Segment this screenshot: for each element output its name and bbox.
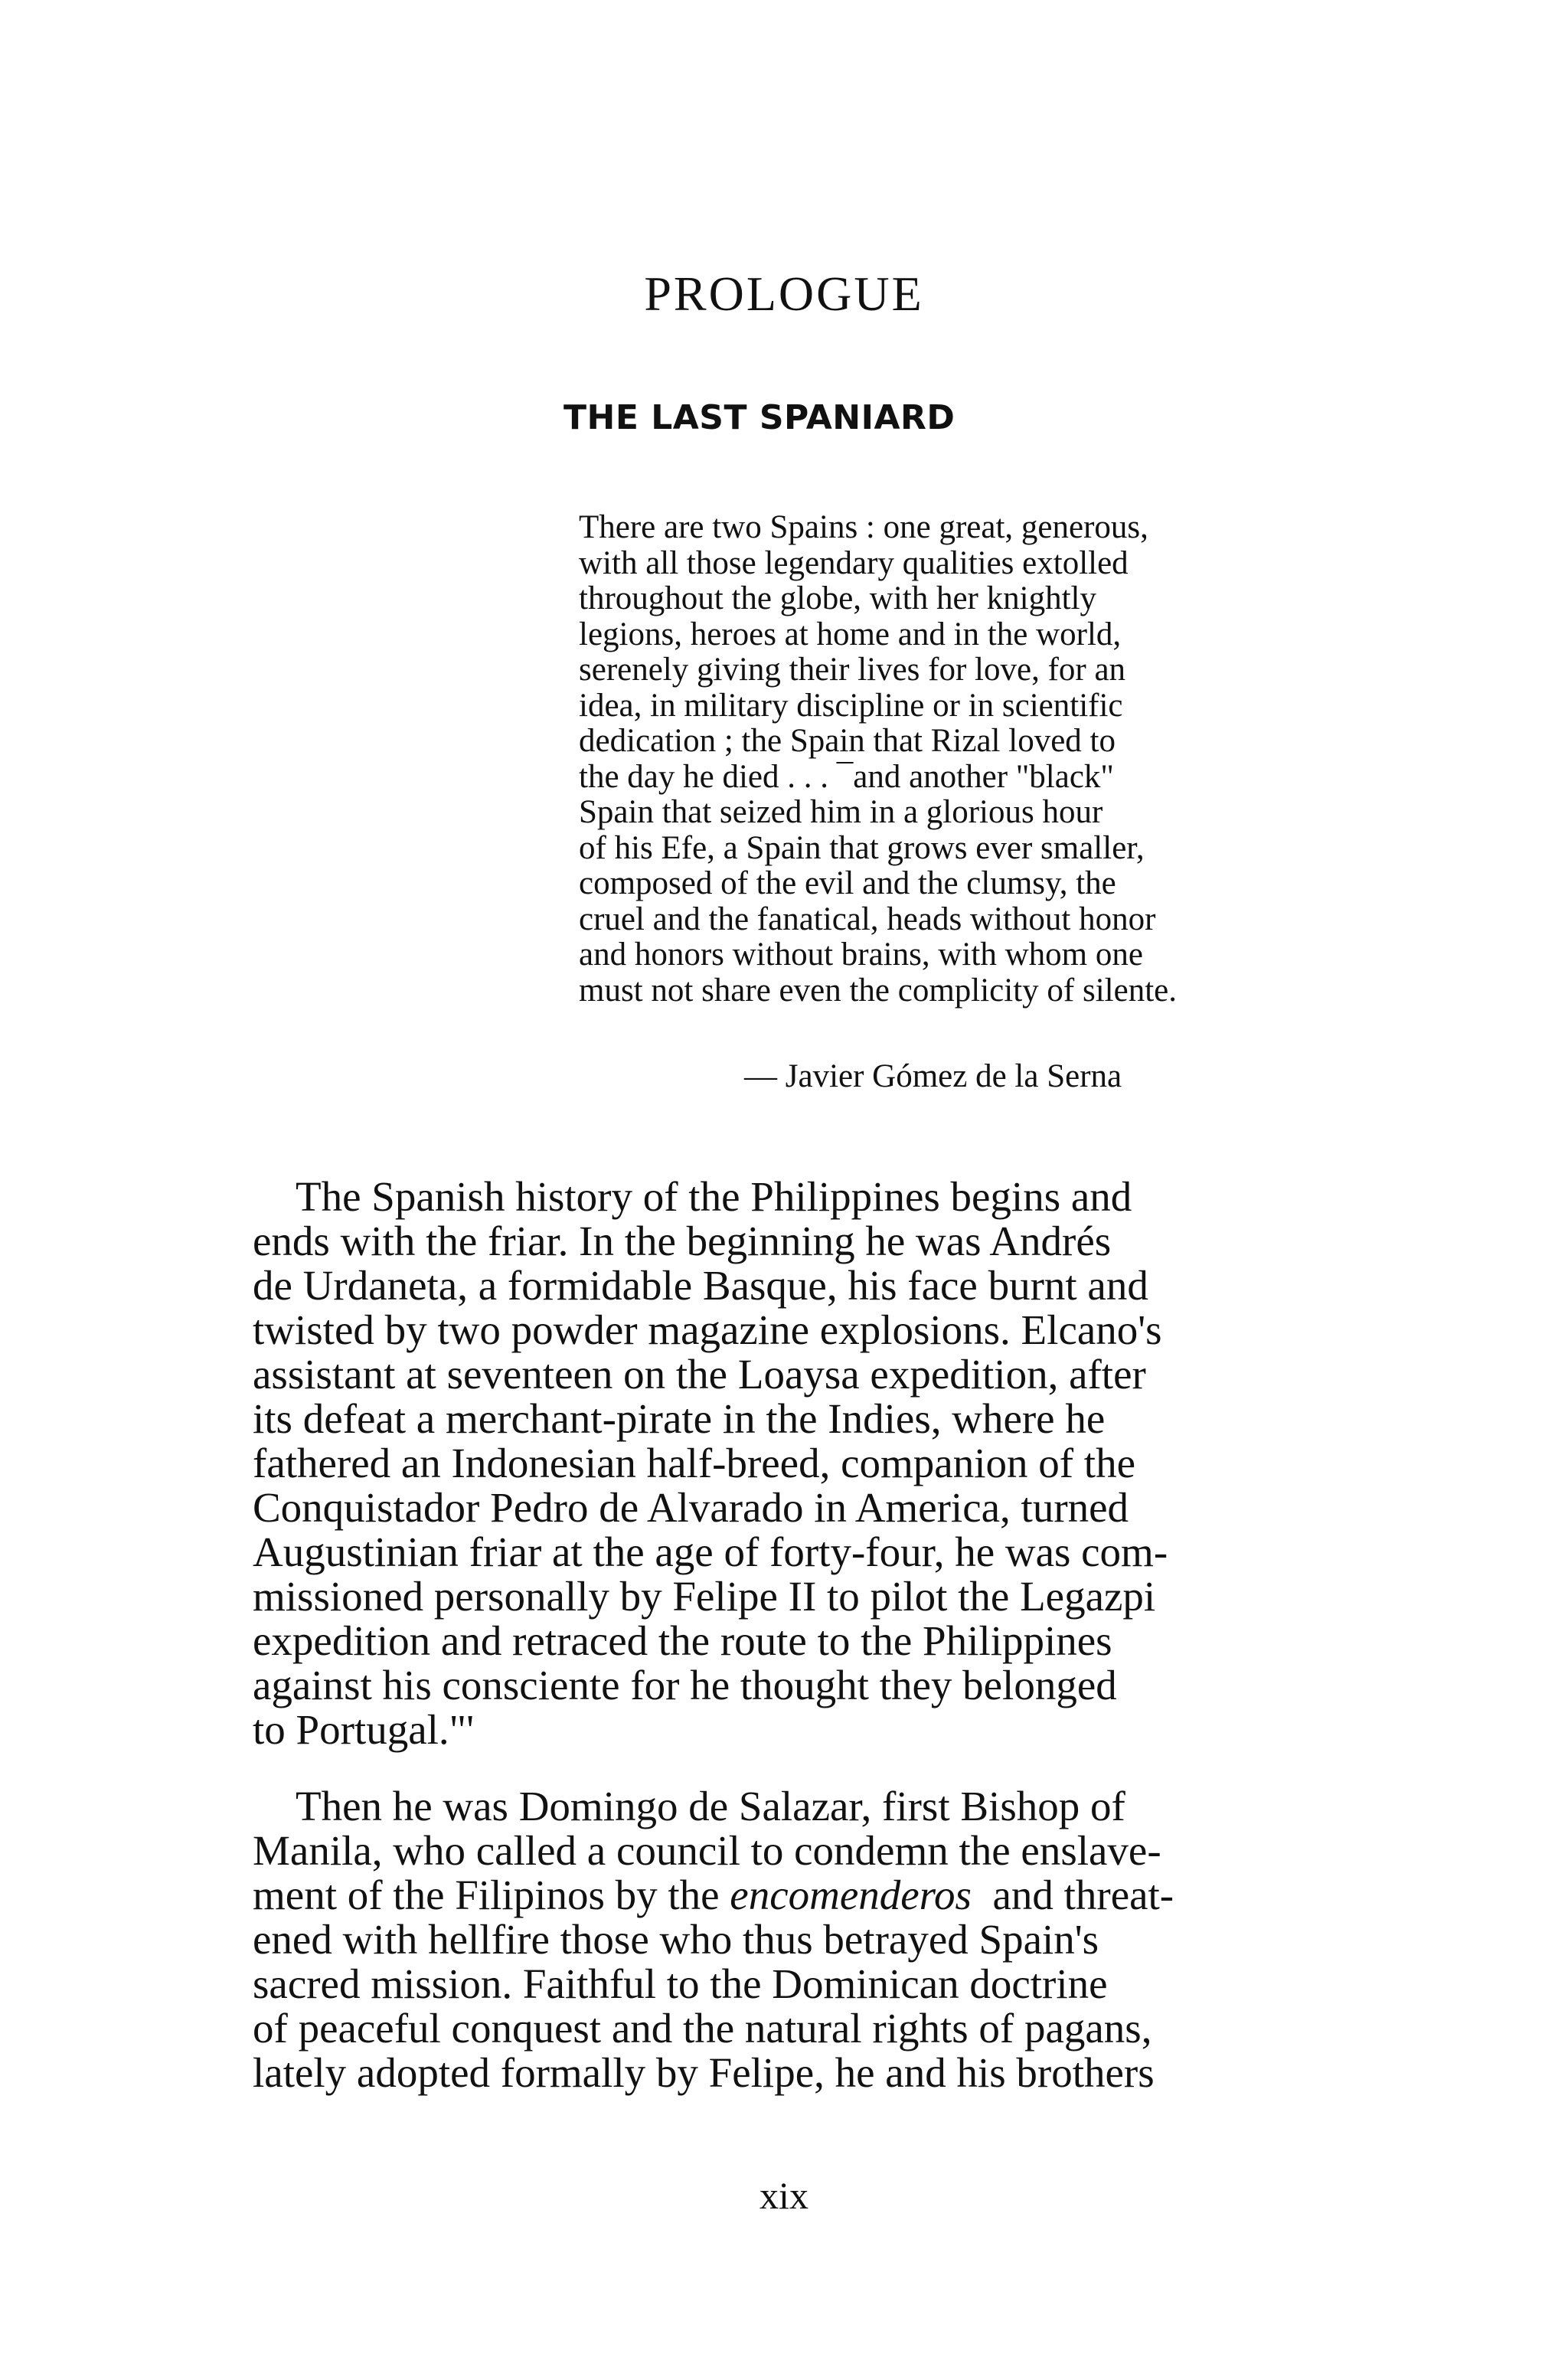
epigraph-line: cruel and the fanatical, heads without honor (579, 901, 1156, 937)
italic-term: encomenderos (730, 1872, 972, 1918)
epigraph-line: composed of the evil and the clumsy, the (579, 865, 1116, 901)
body-line: de Urdaneta, a formidable Basque, his face burnt and (253, 1262, 1148, 1309)
body-line: Manila, who called a council to condemn the enslave- (253, 1827, 1161, 1874)
chapter-title: PROLOGUE (644, 266, 924, 321)
body-line: expedition and retraced the route to the Philippines (253, 1617, 1112, 1664)
body-paragraph-1 (253, 1175, 1370, 1752)
body-line: assistant at seventeen on the Loaysa expedition, after (253, 1351, 1146, 1398)
body-line: fathered an Indonesian half-breed, companion of the (253, 1440, 1135, 1486)
epigraph-line: serenely giving their lives for love, for an (579, 652, 1126, 688)
body-text-run: and threat- (971, 1872, 1174, 1918)
body-paragraph-2 (253, 1784, 1370, 2095)
epigraph-line: There are two Spains : one great, generous, (579, 509, 1148, 545)
body-line: lately adopted formally by Felipe, he and his brothers (253, 2049, 1155, 2096)
body-line: missioned personally by Felipe II to pilot the Legazpi (253, 1573, 1156, 1620)
body-line: twisted by two powder magazine explosions. Elcano's (253, 1306, 1162, 1353)
epigraph-line: Spain that seized him in a glorious hour (579, 794, 1103, 830)
section-title: THE LAST SPANIARD (564, 398, 956, 437)
body-line: sacred mission. Faithful to the Dominican doctrine (253, 1960, 1108, 2007)
epigraph (579, 510, 1344, 1009)
epigraph-line: legions, heroes at home and in the world, (579, 616, 1122, 652)
body-line (253, 1873, 1370, 1918)
epigraph-line: dedication ; the Spain that Rizal loved to (579, 723, 1116, 759)
epigraph-line: the day he died . . . ¯and another "black" (579, 758, 1114, 795)
epigraph-line: and honors without brains, with whom one (579, 937, 1143, 973)
body-line: to Portugal."' (253, 1706, 475, 1753)
epigraph-line: must not share even the complicity of silente. (579, 972, 1177, 1009)
epigraph-line: of his Efe, a Spain that grows ever smaller, (579, 829, 1145, 866)
epigraph-attribution: — Javier Gómez de la Serna (744, 1058, 1122, 1094)
body-line: The Spanish history of the Philippines begins and (296, 1173, 1132, 1220)
body-line: ened with hellfire those who thus betrayed Spain's (253, 1916, 1099, 1963)
page-number: xix (760, 2174, 808, 2217)
body-line: ends with the friar. In the beginning he was Andrés (253, 1218, 1112, 1264)
body-line: against his consciente for he thought they belonged (253, 1662, 1117, 1708)
body-line: Conquistador Pedro de Alvarado in America, turned (253, 1484, 1129, 1531)
body-line: of peaceful conquest and the natural rights of pagans, (253, 2005, 1152, 2052)
body-line: Augustinian friar at the age of forty-four, he was com- (253, 1528, 1168, 1575)
body-line: Then he was Domingo de Salazar, first Bishop of (296, 1783, 1125, 1829)
epigraph-line: throughout the globe, with her knightly (579, 580, 1096, 616)
body-text-run: ment of the Filipinos by the (253, 1872, 730, 1918)
epigraph-line: with all those legendary qualities extolled (579, 544, 1129, 581)
epigraph-line: idea, in military discipline or in scientific (579, 687, 1123, 724)
body-line: its defeat a merchant-pirate in the Indies, where he (253, 1395, 1106, 1442)
